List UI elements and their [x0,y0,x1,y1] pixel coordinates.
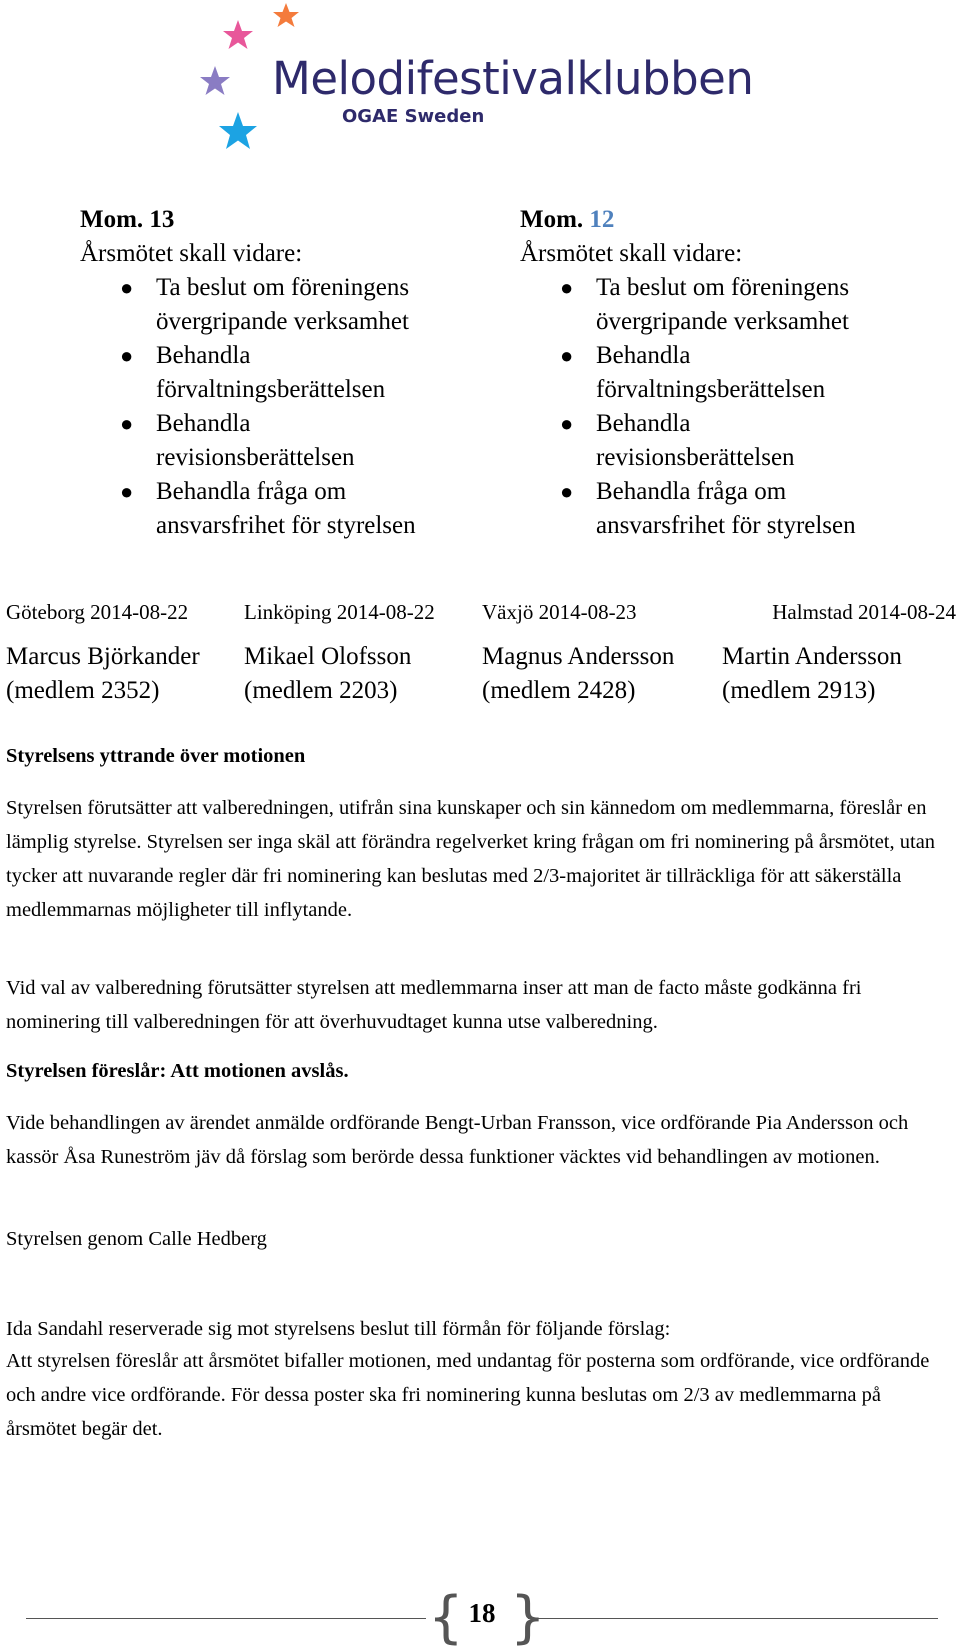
left-brace-icon: { [428,1585,464,1650]
left-bullet-list [80,271,480,543]
signer [244,640,482,708]
purple-star-icon [200,66,230,95]
orange-star-icon [273,3,299,27]
bullet-icon: ● [120,411,134,436]
statement-paragraph-2: Vid val av valberedning förutsätter styrelsen att medlemmarna inser att man de facto måste godkänna fri nominering till valberedningen för att överhuvudtaget kunna utse valberedning. [6,977,862,1033]
signer-name: Martin Andersson [722,643,902,670]
signature-place-date: Göteborg 2014-08-22 [6,600,189,624]
bullet-icon: ● [120,343,134,368]
signer-name: Mikael Olofsson [244,643,412,670]
signature-names [6,640,956,708]
signer-member: (medlem 2913) [722,677,876,704]
left-column [80,203,480,543]
signer [722,640,956,708]
mom-12-heading: Mom. 12 [520,206,615,233]
list-item: ● Behandla fråga om ansvarsfrihet för styrelsen [520,475,920,543]
signer-name: Magnus Andersson [482,643,675,670]
list-item: ● Behandla förvaltningsberättelsen [520,339,920,407]
logo-title: Melodifestivalklubben [272,52,754,105]
statement-paragraph-3: Vide behandlingen av ärendet anmälde ordförande Bengt-Urban Fransson, vice ordförande Pia Andersson och kassör Åsa Runeström jäv då förslag som berörde dessa funktioner väcktes vid behandlingen av motionen. [6,1112,909,1168]
signature-place-date: Växjö 2014-08-23 [482,600,637,624]
footer-rule-left [26,1618,426,1619]
right-intro: Årsmötet skall vidare: [520,240,743,267]
right-bullet-list [520,271,920,543]
right-brace-icon: } [510,1585,546,1650]
signed-by: Styrelsen genom Calle Hedberg [6,1228,267,1250]
blue-star-icon [219,112,257,149]
signer-member: (medlem 2352) [6,677,160,704]
signer-member: (medlem 2428) [482,677,636,704]
bullet-icon: ● [560,479,574,504]
signature-place-date: Linköping 2014-08-22 [244,600,435,624]
reservation-proposal: Att styrelsen föreslår att årsmötet bifaller motionen, med undantag för posterna som ordförande, vice ordförande och andre vice ordförande. För dessa poster ska fri nominering kunna beslutas om 2/3 av medlemmarna på årsmötet begär det. [6,1350,930,1440]
pink-star-icon [223,20,253,49]
signer [6,640,244,708]
signer-name: Marcus Björkander [6,643,200,670]
signer-member: (medlem 2203) [244,677,398,704]
list-item: ● Ta beslut om föreningens övergripande verksamhet [80,271,480,339]
bullet-icon: ● [560,275,574,300]
signer [482,640,722,708]
list-item: ● Ta beslut om föreningens övergripande verksamhet [520,271,920,339]
reservation-intro: Ida Sandahl reserverade sig mot styrelsens beslut till förmån för följande förslag: [6,1318,671,1340]
logo-subtitle: OGAE Sweden [342,106,485,127]
footer-rule-right [528,1618,938,1619]
bullet-icon: ● [560,411,574,436]
signature-place-date: Halmstad 2014-08-24 [772,600,956,624]
list-item: ● Behandla fråga om ansvarsfrihet för styrelsen [80,475,480,543]
statement-heading: Styrelsens yttrande över motionen [6,745,306,767]
bullet-icon: ● [120,479,134,504]
list-item: ● Behandla revisionsberättelsen [520,407,920,475]
bullet-icon: ● [120,275,134,300]
mom-12-number: 12 [589,206,615,233]
page-number: 18 [468,1598,496,1628]
board-proposal: Styrelsen föreslår: Att motionen avslås. [6,1060,349,1082]
right-column [520,203,920,543]
club-logo [190,0,770,170]
signature-dates [6,600,956,625]
left-intro: Årsmötet skall vidare: [80,240,303,267]
bullet-icon: ● [560,343,574,368]
list-item: ● Behandla förvaltningsberättelsen [80,339,480,407]
list-item: ● Behandla revisionsberättelsen [80,407,480,475]
mom-13-heading: Mom. 13 [80,206,175,233]
statement-paragraph-1: Styrelsen förutsätter att valberedningen, utifrån sina kunskaper och sin kännedom om medlemmarna, föreslår en lämplig styrelse. Styrelsen ser inga skäl att förändra regelverket kring frågan om fri nominering på årsmötet, utan tycker att nuvarande regler där fri nominering kan beslutas med 2/3-majoritet är tillräckliga för att säkerställa medlemmarnas möjligheter till inflytande. [6,797,936,921]
